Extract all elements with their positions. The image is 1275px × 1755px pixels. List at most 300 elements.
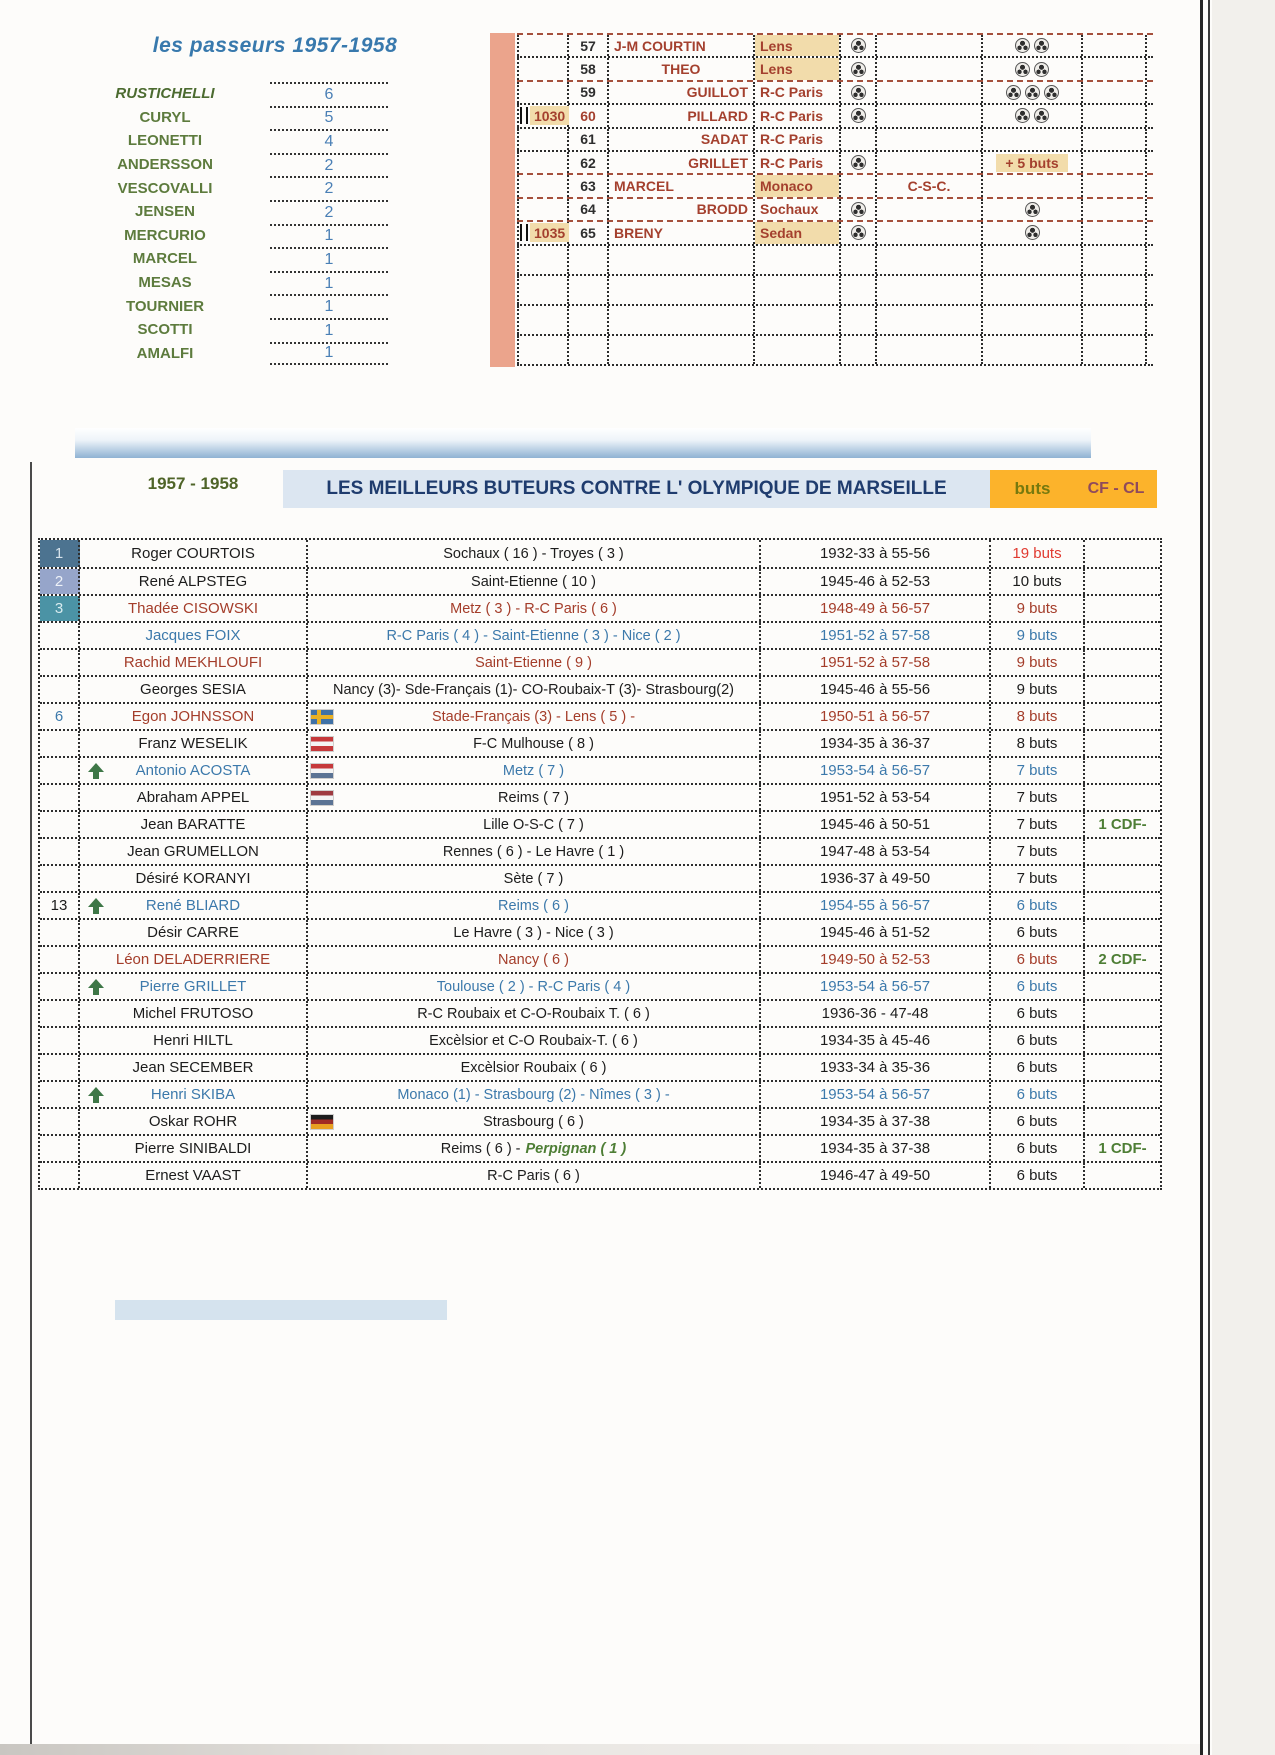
- match-number: 60: [569, 105, 609, 126]
- netherlands-flag-icon: [311, 791, 333, 805]
- empty-cell: [755, 276, 841, 304]
- passeur-row: [70, 82, 470, 106]
- player-name: Désiré KORANYI: [135, 870, 251, 887]
- rank-cell: 3: [40, 596, 80, 621]
- scorer-name: PILLARD: [609, 105, 755, 126]
- player-name-cell: [80, 812, 308, 837]
- empty-cell: [569, 336, 609, 364]
- ref-cell: [517, 129, 569, 150]
- goal-ball-cell: [841, 199, 877, 220]
- table-row: [40, 756, 1160, 783]
- clubs-text: R-C Paris ( 4 ) - Saint-Etienne ( 3 ) - Nice ( 2 ): [386, 627, 681, 644]
- clubs-cell: [308, 920, 761, 945]
- passeur-name: MARCEL: [132, 250, 198, 268]
- passeur-name: CURYL: [139, 108, 191, 126]
- club-name: R-C Paris: [760, 131, 824, 148]
- club-cell: [755, 175, 841, 196]
- up-arrow-icon: [88, 1087, 104, 1103]
- scorer-name: GUILLOT: [609, 82, 755, 103]
- empty-cell: [841, 336, 877, 364]
- player-name: Thadée CISOWSKI: [127, 600, 259, 617]
- rank-cell: [40, 1001, 80, 1026]
- scorer-name: J-M COURTIN: [609, 35, 755, 56]
- clubs-text: Le Havre ( 3 ) - Nice ( 3 ): [453, 924, 614, 941]
- table-row: [40, 891, 1160, 918]
- clubs-cell: [308, 540, 761, 567]
- bottom-scan-shadow: [0, 1744, 1200, 1755]
- passeur-row: [70, 271, 470, 295]
- passeurs-title: les passeurs 1957-1958: [152, 34, 398, 57]
- scorer-name: MARCEL: [609, 175, 755, 196]
- buts-cell: 7 buts: [991, 812, 1085, 837]
- clubs-text: Excèlsior Roubaix ( 6 ): [460, 1059, 607, 1076]
- clubs-text: R-C Roubaix et C-O-Roubaix T. ( 6 ): [417, 1005, 650, 1022]
- buts-cell: 6 buts: [991, 1028, 1085, 1053]
- clubs-cell: [308, 1109, 761, 1134]
- ref-cell: [517, 152, 569, 173]
- buts-cell: 6 buts: [991, 1055, 1085, 1080]
- club-name: Lens: [755, 35, 839, 56]
- plus-buts-label: + 5 buts: [996, 154, 1067, 172]
- buts-cell: 6 buts: [991, 920, 1085, 945]
- empty-cell: [877, 306, 983, 334]
- soccer-ball-icon: [851, 38, 866, 53]
- cfcl-cell: [1085, 920, 1160, 945]
- table-row: [40, 945, 1160, 972]
- clubs-cell: [308, 812, 761, 837]
- season-label: 1957 - 1958: [147, 474, 239, 493]
- period-cell: 1945-46 à 55-56: [761, 677, 991, 702]
- ref-cell: [517, 105, 569, 126]
- period-cell: 1953-54 à 56-57: [761, 974, 991, 999]
- player-name-cell: [80, 704, 308, 729]
- clubs-text: Nancy (3)- Sde-Français (1)- CO-Roubaix-T (3)- Strasbourg(2): [332, 681, 734, 698]
- note-cell: [877, 35, 983, 56]
- empty-cell: [609, 276, 755, 304]
- goal-log-empty-row: [517, 274, 1153, 304]
- sweden-flag-icon: [311, 710, 333, 724]
- blue-gradient-divider: [75, 428, 1091, 458]
- extra-balls-cell: [983, 152, 1083, 173]
- goal-ball-cell: [841, 222, 877, 243]
- rank-cell: [40, 947, 80, 972]
- passeur-count: 6: [270, 82, 388, 106]
- clubs-cell: [308, 623, 761, 648]
- empty-cell: [877, 276, 983, 304]
- note-cell: C-S-C.: [877, 175, 983, 196]
- clubs-cell: [308, 758, 761, 783]
- cfcl-cell: [1085, 1028, 1160, 1053]
- passeur-row: [70, 294, 470, 318]
- player-name-cell: [80, 623, 308, 648]
- goal-log-empty-row: [517, 304, 1153, 334]
- ref-cell: [517, 35, 569, 56]
- scorer-name: BRODD: [609, 199, 755, 220]
- rank-cell: [40, 1163, 80, 1188]
- empty-cell: [1083, 246, 1147, 274]
- ref-wrap: [519, 222, 569, 243]
- buts-cell: 9 buts: [991, 596, 1085, 621]
- period-cell: 1953-54 à 56-57: [761, 758, 991, 783]
- match-number: 58: [569, 58, 609, 79]
- goal-log-row: [517, 56, 1153, 79]
- period-cell: 1949-50 à 52-53: [761, 947, 991, 972]
- player-name-cell: [80, 1028, 308, 1053]
- goal-log-row: [517, 150, 1153, 173]
- page-edge-line-left: [30, 462, 32, 1755]
- cfcl-cell: [1085, 623, 1160, 648]
- goal-log-row: [517, 103, 1153, 126]
- player-name: Oskar ROHR: [148, 1113, 238, 1130]
- tail-cell: [1083, 129, 1147, 150]
- player-name-cell: [80, 893, 308, 918]
- passeur-row: [70, 200, 470, 224]
- cfcl-cell: [1085, 974, 1160, 999]
- cfcl-cell: [1085, 785, 1160, 810]
- table-row: [40, 1134, 1160, 1161]
- empty-cell: [569, 306, 609, 334]
- empty-cell: [983, 336, 1083, 364]
- player-name-cell: [80, 1082, 308, 1107]
- paraguay-flag-icon: [311, 764, 333, 778]
- passeur-name: TOURNIER: [125, 297, 205, 315]
- empty-cell: [609, 306, 755, 334]
- extra-balls-cell: [983, 105, 1083, 126]
- clubs-cell: [308, 731, 761, 756]
- buts-cell: 9 buts: [991, 677, 1085, 702]
- empty-cell: [841, 246, 877, 274]
- rank-cell: [40, 839, 80, 864]
- player-name-cell: [80, 785, 308, 810]
- club-name: Sedan: [755, 222, 839, 243]
- passeur-name: VESCOVALLI: [117, 179, 213, 197]
- scorer-name: SADAT: [609, 129, 755, 150]
- goal-log-row: [517, 220, 1153, 243]
- cfcl-cell: [1085, 569, 1160, 594]
- empty-cell: [517, 336, 569, 364]
- soccer-ball-icon: [851, 62, 866, 77]
- period-cell: 1934-35 à 37-38: [761, 1109, 991, 1134]
- match-number: 64: [569, 199, 609, 220]
- clubs-text: Reims ( 7 ): [498, 789, 569, 806]
- rank-cell: [40, 812, 80, 837]
- ref-number: 1030: [530, 106, 569, 125]
- match-number: 57: [569, 35, 609, 56]
- player-name-cell: [80, 540, 308, 567]
- player-name: Michel FRUTOSO: [132, 1005, 254, 1022]
- clubs-cell: [308, 1136, 761, 1161]
- empty-cell: [517, 246, 569, 274]
- club-name: R-C Paris: [760, 84, 824, 101]
- passeur-row: [70, 129, 470, 153]
- match-number: 65: [569, 222, 609, 243]
- note-cell: [877, 105, 983, 126]
- goal-ball-cell: [841, 35, 877, 56]
- soccer-ball-icon: [851, 85, 866, 100]
- player-name-cell: [80, 677, 308, 702]
- soccer-ball-icon: [851, 155, 866, 170]
- empty-cell: [569, 246, 609, 274]
- passeur-row: [70, 342, 470, 366]
- note-cell: [877, 129, 983, 150]
- period-cell: 1934-35 à 37-38: [761, 1136, 991, 1161]
- passeur-row: [70, 153, 470, 177]
- player-name-cell: [80, 866, 308, 891]
- goal-ball-cell: [841, 175, 877, 196]
- player-name-cell: [80, 1055, 308, 1080]
- passeur-count: 5: [270, 106, 388, 130]
- empty-cell: [877, 336, 983, 364]
- bracket-mark: [520, 107, 528, 124]
- buts-cell: 9 buts: [991, 623, 1085, 648]
- clubs-text: Saint-Etienne ( 10 ): [471, 573, 596, 590]
- scorers-table: [38, 538, 1162, 1190]
- player-name: Jacques FOIX: [145, 627, 241, 644]
- cfcl-cell: [1085, 893, 1160, 918]
- extra-balls-cell: [983, 35, 1083, 56]
- player-name-cell: [80, 1109, 308, 1134]
- empty-cell: [1083, 336, 1147, 364]
- table-title: LES MEILLEURS BUTEURS CONTRE L' OLYMPIQUE DE MARSEILLE: [283, 470, 990, 508]
- extra-balls-cell: [983, 175, 1083, 196]
- empty-cell: [983, 276, 1083, 304]
- clubs-cell: [308, 974, 761, 999]
- cfcl-cell: 1 CDF-: [1098, 1140, 1147, 1157]
- clubs-text: Strasbourg ( 6 ): [483, 1113, 584, 1130]
- soccer-ball-icon: [1006, 85, 1021, 100]
- table-row: [40, 621, 1160, 648]
- goal-ball-cell: [841, 58, 877, 79]
- goal-log-row: [517, 80, 1153, 103]
- buts-column-header: buts: [1014, 479, 1051, 498]
- passeur-row: [70, 106, 470, 130]
- player-name-cell: [80, 596, 308, 621]
- empty-cell: [1083, 276, 1147, 304]
- clubs-cell: [308, 1001, 761, 1026]
- rank-cell: [40, 650, 80, 675]
- period-cell: 1933-34 à 35-36: [761, 1055, 991, 1080]
- extra-balls-cell: [983, 129, 1083, 150]
- clubs-cell: [308, 650, 761, 675]
- tail-cell: [1083, 58, 1147, 79]
- note-cell: [877, 82, 983, 103]
- empty-cell: [755, 336, 841, 364]
- extra-balls-cell: [983, 222, 1083, 243]
- cfcl-cell: [1085, 1055, 1160, 1080]
- player-name-cell: [80, 650, 308, 675]
- player-name: Henri SKIBA: [150, 1086, 236, 1103]
- passeur-row: [70, 318, 470, 342]
- player-name-cell: [80, 1001, 308, 1026]
- period-cell: 1951-52 à 53-54: [761, 785, 991, 810]
- club-name: R-C Paris: [760, 154, 824, 171]
- passeur-row: [70, 224, 470, 248]
- passeur-count: 2: [270, 153, 388, 177]
- up-arrow-icon: [88, 763, 104, 779]
- cfcl-cell: [1085, 866, 1160, 891]
- clubs-cell: [308, 1082, 761, 1107]
- rank-cell: [40, 1028, 80, 1053]
- empty-cell: [517, 276, 569, 304]
- tail-cell: [1083, 82, 1147, 103]
- table-row: [40, 864, 1160, 891]
- period-cell: 1945-46 à 50-51: [761, 812, 991, 837]
- table-row: [40, 648, 1160, 675]
- ref-cell: [517, 199, 569, 220]
- soccer-ball-icon: [1034, 38, 1049, 53]
- cfcl-cell: [1085, 731, 1160, 756]
- goal-log-row: [517, 33, 1153, 56]
- empty-cell: [983, 306, 1083, 334]
- passeur-count: 4: [270, 129, 388, 153]
- extra-balls-cell: [983, 199, 1083, 220]
- tail-cell: [1083, 175, 1147, 196]
- clubs-text: Monaco (1) - Strasbourg (2) - Nîmes ( 3 ) -: [397, 1086, 670, 1103]
- period-cell: 1950-51 à 56-57: [761, 704, 991, 729]
- clubs-cell: [308, 1028, 761, 1053]
- period-cell: 1936-36 - 47-48: [761, 1001, 991, 1026]
- buts-cell: 7 buts: [991, 758, 1085, 783]
- page-right-margin: [1212, 0, 1275, 1755]
- extra-balls-cell: [983, 82, 1083, 103]
- table-row: [40, 1080, 1160, 1107]
- rank-cell: [40, 1082, 80, 1107]
- player-name: Pierre GRILLET: [139, 978, 247, 995]
- table-row: [40, 675, 1160, 702]
- match-number: 63: [569, 175, 609, 196]
- cfcl-cell: [1085, 1109, 1160, 1134]
- player-name: Egon JOHNSSON: [131, 708, 255, 725]
- match-number: 59: [569, 82, 609, 103]
- club-cell: [755, 222, 841, 243]
- goal-ball-cell: [841, 82, 877, 103]
- buts-cell: 6 buts: [991, 1109, 1085, 1134]
- soccer-ball-icon: [1034, 62, 1049, 77]
- cfcl-cell: [1085, 677, 1160, 702]
- period-cell: 1946-47 à 49-50: [761, 1163, 991, 1188]
- empty-cell: [841, 306, 877, 334]
- ref-wrap: [519, 105, 569, 126]
- club-cell: [755, 82, 841, 103]
- buts-cell: 6 buts: [991, 947, 1085, 972]
- cfcl-cell: [1085, 596, 1160, 621]
- clubs-text: Stade-Français (3) - Lens ( 5 ) -: [431, 708, 636, 725]
- buts-cell: 10 buts: [991, 569, 1085, 594]
- ref-number: 1035: [530, 223, 569, 242]
- player-name-cell: [80, 758, 308, 783]
- salmon-accent-bar: [490, 33, 515, 367]
- rank-cell: 13: [40, 893, 80, 918]
- scorer-name: GRILLET: [609, 152, 755, 173]
- club-cell: [755, 58, 841, 79]
- clubs-cell: [308, 785, 761, 810]
- rank-cell: [40, 920, 80, 945]
- rank-cell: [40, 866, 80, 891]
- clubs-text: Nancy ( 6 ): [498, 951, 569, 968]
- goal-ball-cell: [841, 105, 877, 126]
- clubs-text: Sète ( 7 ): [503, 870, 564, 887]
- soccer-ball-icon: [1015, 38, 1030, 53]
- clubs-extra-text: Perpignan ( 1 ): [525, 1140, 627, 1157]
- clubs-cell: [308, 893, 761, 918]
- cfcl-cell: [1085, 1001, 1160, 1026]
- passeur-name: MERCURIO: [124, 226, 206, 244]
- period-cell: 1948-49 à 56-57: [761, 596, 991, 621]
- table-row: [40, 594, 1160, 621]
- player-name: René ALPSTEG: [138, 573, 248, 590]
- player-name: Henri HILTL: [153, 1032, 233, 1049]
- player-name: Jean SECEMBER: [132, 1059, 254, 1076]
- up-arrow-icon: [88, 979, 104, 995]
- match-number: 62: [569, 152, 609, 173]
- note-cell: [877, 152, 983, 173]
- player-name: Roger COURTOIS: [131, 545, 255, 562]
- buts-cell: 7 buts: [991, 839, 1085, 864]
- goal-log-row: [517, 173, 1153, 196]
- buts-cell: 8 buts: [991, 731, 1085, 756]
- empty-cell: [983, 246, 1083, 274]
- passeur-count: 1: [270, 224, 388, 248]
- passeur-count: 1: [270, 294, 388, 318]
- clubs-text: Saint-Etienne ( 9 ): [475, 654, 592, 671]
- passeur-name: LEONETTI: [127, 132, 203, 150]
- passeur-count: 1: [270, 318, 388, 342]
- passeur-count: 1: [270, 247, 388, 271]
- passeur-count: 1: [270, 271, 388, 295]
- buts-cell: 8 buts: [991, 704, 1085, 729]
- table-row: [40, 1053, 1160, 1080]
- ref-cell: [517, 175, 569, 196]
- cfcl-cell: [1085, 1163, 1160, 1188]
- tail-cell: [1083, 105, 1147, 126]
- buts-cell: 6 buts: [991, 974, 1085, 999]
- cfcl-cell: [1085, 540, 1160, 567]
- buts-cell: 6 buts: [991, 1001, 1085, 1026]
- player-name: Léon DELADERRIERE: [115, 951, 271, 968]
- soccer-ball-icon: [1025, 225, 1040, 240]
- cfcl-cell: [1085, 1082, 1160, 1107]
- period-cell: 1951-52 à 57-58: [761, 650, 991, 675]
- clubs-text: Reims ( 6 ) -: [440, 1140, 521, 1157]
- buts-cell: 6 buts: [991, 1163, 1085, 1188]
- note-cell: [877, 222, 983, 243]
- passeur-count: 2: [270, 176, 388, 200]
- period-cell: 1934-35 à 45-46: [761, 1028, 991, 1053]
- clubs-text: Rennes ( 6 ) - Le Havre ( 1 ): [442, 843, 625, 860]
- period-cell: 1945-46 à 51-52: [761, 920, 991, 945]
- table-row: [40, 567, 1160, 594]
- passeurs-panel: [60, 34, 470, 365]
- table-row: [40, 999, 1160, 1026]
- player-name: Jean BARATTE: [140, 816, 246, 833]
- player-name-cell: [80, 569, 308, 594]
- goal-ball-cell: [841, 152, 877, 173]
- page-edge-line-right-outer: [1200, 0, 1203, 1755]
- cfcl-cell: [1085, 758, 1160, 783]
- player-name-cell: [80, 1136, 308, 1161]
- player-name: Abraham APPEL: [136, 789, 250, 806]
- empty-cell: [755, 306, 841, 334]
- clubs-cell: [308, 1055, 761, 1080]
- clubs-text: F-C Mulhouse ( 8 ): [473, 735, 594, 752]
- player-name-cell: [80, 920, 308, 945]
- goal-log-row: [517, 197, 1153, 220]
- match-number: 61: [569, 129, 609, 150]
- soccer-ball-icon: [1025, 202, 1040, 217]
- soccer-ball-icon: [1015, 108, 1030, 123]
- germany-flag-icon: [311, 1115, 333, 1129]
- note-cell: [877, 199, 983, 220]
